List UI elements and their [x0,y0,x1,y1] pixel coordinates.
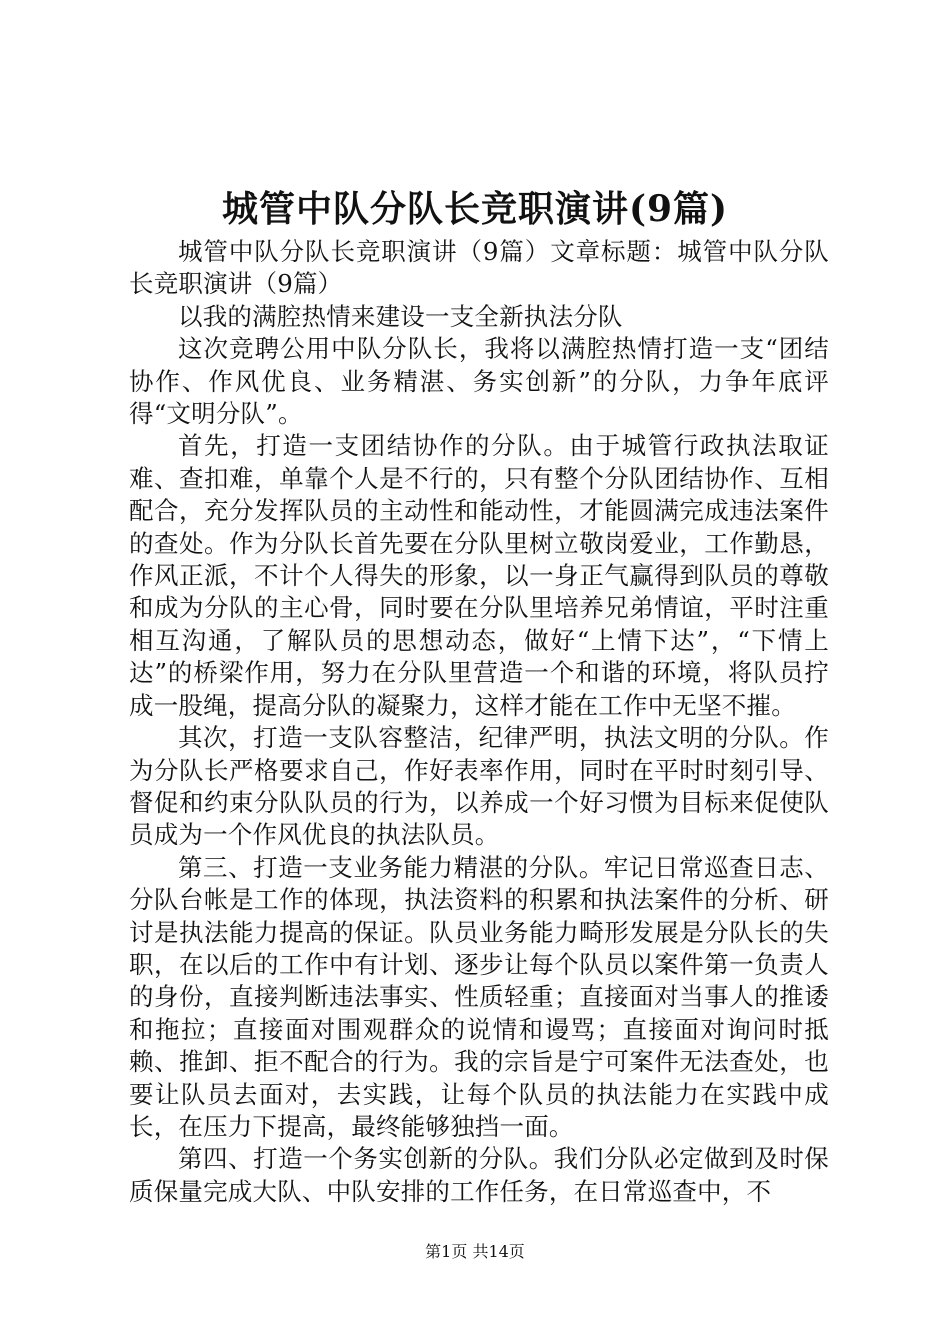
paragraph-fourth: 第四、打造一个务实创新的分队。我们分队必定做到及时保质保量完成大队、中队安排的工作任务，在日常巡查中，不 [129,1144,829,1206]
paragraph-third: 第三、打造一支业务能力精湛的分队。牢记日常巡查日志、分队台帐是工作的体现，执法资料的积累和执法案件的分析、研讨是执法能力提高的保证。队员业务能力畸形发展是分队长的失职，在以后的工作中有计划、逐步让每个队员以案件第一负责人的身份，直接判断违法事实、性质轻重；直接面对当事人的推诿和拖拉；直接面对围观群众的说情和谩骂；直接面对询问时抵赖、推卸、拒不配合的行为。我的宗旨是宁可案件无法查处，也要让队员去面对，去实践，让每个队员的执法能力在实践中成长，在压力下提高，最终能够独挡一面。 [129,852,829,1141]
document-title: 城管中队分队长竞职演讲(9篇) [221,188,729,230]
paragraph-second: 其次，打造一支队容整洁，纪律严明，执法文明的分队。作为分队长严格要求自己，作好表率作用，同时在平时时刻引导、督促和约束分队队员的行为，以养成一个好习惯为目标来促使队员成为一个作风优良的执法队员。 [129,723,829,850]
paragraph-first: 首先，打造一支团结协作的分队。由于城管行政执法取证难、查扣难，单靠个人是不行的，只有整个分队团结协作、互相配合，充分发挥队员的主动性和能动性，才能圆满完成违法案件的查处。作为分队长首先要在分队里树立敬岗爱业，工作勤恳，作风正派，不计个人得失的形象，以一身正气赢得到队员的尊敬和成为分队的主心骨，同时要在分队里培养兄弟情谊，平时注重相互沟通，了解队员的思想动态，做好“上情下达”，“下情上达”的桥梁作用，努力在分队里营造一个和谐的环境，将队员拧成一股绳，提高分队的凝聚力，这样才能在工作中无坚不摧。 [129,431,829,720]
document-body [129,236,829,1208]
paragraph-intro: 这次竞聘公用中队分队长，我将以满腔热情打造一支“团结协作、作风优良、业务精湛、务实创新”的分队，力争年底评得“文明分队”。 [129,334,829,429]
paragraph-heading-line: 城管中队分队长竞职演讲（9篇）文章标题：城管中队分队长竞职演讲（9篇） [129,237,829,299]
paragraph-subtitle: 以我的满腔热情来建设一支全新执法分队 [178,301,623,331]
page-footer: 第1页 共14页 [425,1242,525,1261]
